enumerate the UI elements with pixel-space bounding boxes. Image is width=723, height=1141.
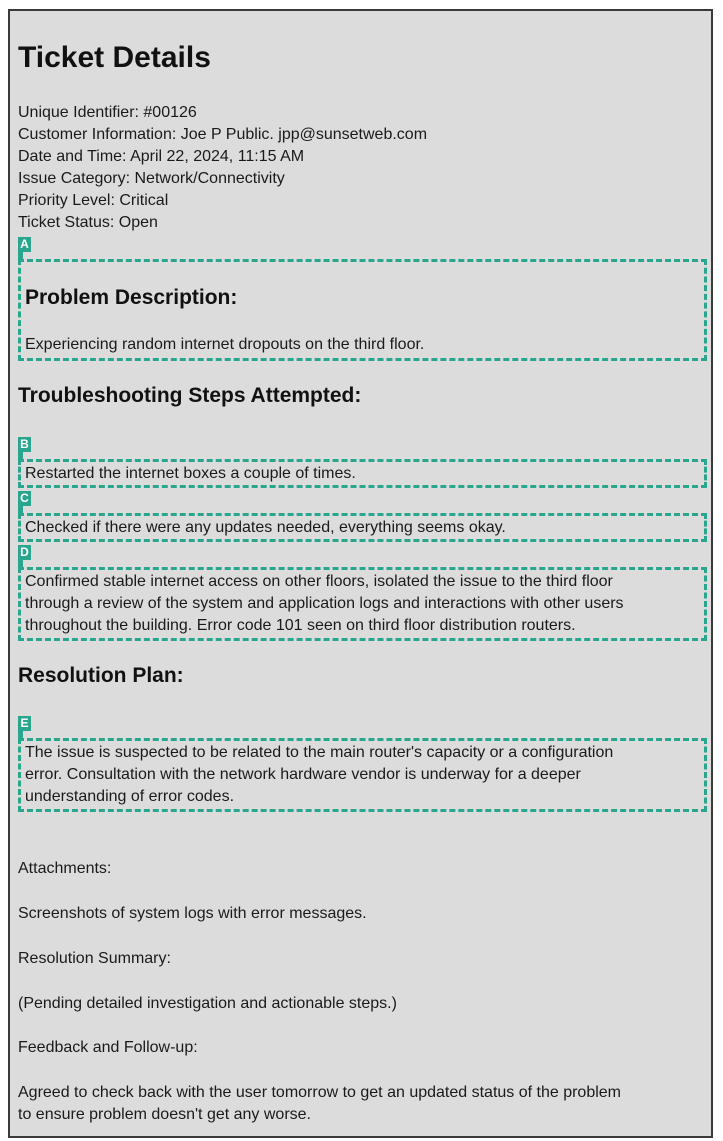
feedback-line-2: to ensure problem doesn't get any worse. — [18, 1106, 311, 1123]
attachments-label: Attachments: — [18, 860, 112, 877]
troubleshooting-step-3-line-1: Confirmed stable internet access on other floors, isolated the issue to the third floor — [25, 573, 613, 590]
annotation-tag-a: A — [18, 237, 31, 252]
attachments-value: Screenshots of system logs with error messages. — [18, 905, 367, 922]
troubleshooting-step-3-line-2: through a review of the system and application logs and interactions with other users — [25, 595, 624, 612]
feedback-label: Feedback and Follow-up: — [18, 1039, 198, 1056]
resolution-summary-value: (Pending detailed investigation and actionable steps.) — [18, 995, 397, 1012]
ticket-document — [8, 9, 713, 1138]
troubleshooting-step-1: Restarted the internet boxes a couple of times. — [25, 465, 356, 482]
troubleshooting-heading: Troubleshooting Steps Attempted: — [18, 384, 362, 407]
ticket-status: Ticket Status: Open — [18, 214, 158, 231]
annotation-tag-b: B — [18, 437, 31, 452]
annotation-tag-d: D — [18, 545, 31, 560]
annotation-box-a[interactable] — [18, 259, 707, 361]
customer-information: Customer Information: Joe P Public. jpp@sunsetweb.com — [18, 126, 428, 143]
page-title: Ticket Details — [18, 41, 211, 74]
resolution-plan-line-2: error. Consultation with the network hardware vendor is underway for a deeper — [25, 766, 581, 783]
resolution-summary-label: Resolution Summary: — [18, 950, 171, 967]
troubleshooting-step-3-line-3: throughout the building. Error code 101 seen on third floor distribution routers. — [25, 617, 576, 634]
resolution-plan-line-1: The issue is suspected to be related to the main router's capacity or a configuration — [25, 744, 614, 761]
priority-level: Priority Level: Critical — [18, 192, 169, 209]
annotation-box-e[interactable] — [18, 738, 707, 812]
resolution-plan-heading: Resolution Plan: — [18, 664, 184, 687]
date-and-time: Date and Time: April 22, 2024, 11:15 AM — [18, 148, 305, 165]
issue-category: Issue Category: Network/Connectivity — [18, 170, 285, 187]
ticket-metadata — [18, 102, 427, 234]
annotation-box-c[interactable] — [18, 513, 707, 542]
resolution-plan-line-3: understanding of error codes. — [25, 788, 235, 805]
annotation-tag-e: E — [18, 716, 31, 731]
annotation-tag-c: C — [18, 491, 31, 506]
feedback-line-1: Agreed to check back with the user tomorrow to get an updated status of the problem — [18, 1084, 622, 1101]
annotation-box-d[interactable] — [18, 567, 707, 641]
unique-identifier: Unique Identifier: #00126 — [18, 104, 197, 121]
annotation-box-b[interactable] — [18, 459, 707, 488]
troubleshooting-step-2: Checked if there were any updates needed, everything seems okay. — [25, 519, 506, 536]
problem-description-text: Experiencing random internet dropouts on the third floor. — [25, 336, 425, 353]
problem-description-heading: Problem Description: — [25, 286, 238, 309]
